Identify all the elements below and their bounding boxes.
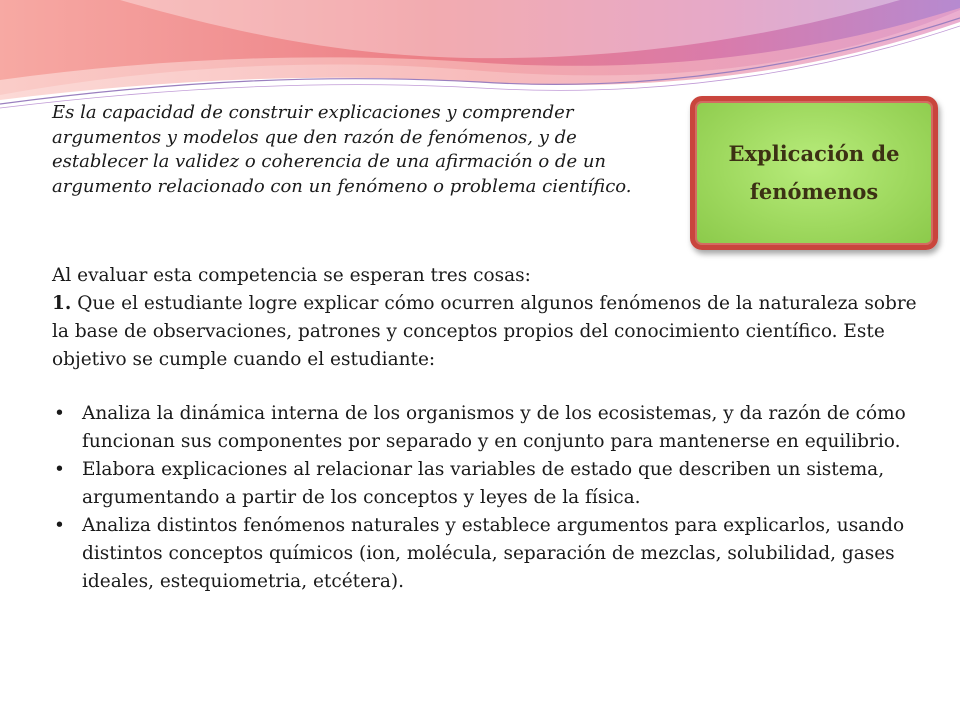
evaluation-intro: Al evaluar esta competencia se esperan tres cosas: [52,265,531,286]
bullet-icon: • [54,459,65,480]
criteria-list [52,400,932,596]
bullet-icon: • [54,403,65,424]
list-item-text: Analiza distintos fenómenos naturales y establece argumentos para explicarlos, usando distintos conceptos químicos (ion, molécula, separación de mezclas, solubilidad, gases ideales, estequiometria, etcétera). [82,515,905,592]
list-item-text: Elabora explicaciones al relacionar las variables de estado que describen un sistema, argumentando a partir de los conceptos y leyes de la física. [82,459,885,508]
competency-definition: Es la capacidad de construir explicaciones y comprender argumentos y modelos que den razón de fenómenos, y de establecer la validez o coherencia de una afirmación o de un argumento relacionado con un fenómeno o problema científico. [52,102,632,197]
item-number: 1. [52,293,72,314]
bullet-icon: • [54,515,65,536]
badge-title: Explicación de fenómenos [728,141,900,204]
list-item [52,456,932,512]
item-text: Que el estudiante logre explicar cómo ocurren algunos fenómenos de la naturaleza sobre la base de observaciones, patrones y conceptos propios del conocimiento científico. Este objetivo se cumple cuando el estudiante: [52,293,917,370]
list-item-text: Analiza la dinámica interna de los organismos y de los ecosistemas, y da razón de cómo funcionan sus componentes por separado y en conjunto para mantenerse en equilibrio. [82,403,906,452]
list-item [52,512,932,596]
list-item [52,400,932,456]
evaluation-paragraph [52,262,932,374]
competency-badge [690,96,938,250]
